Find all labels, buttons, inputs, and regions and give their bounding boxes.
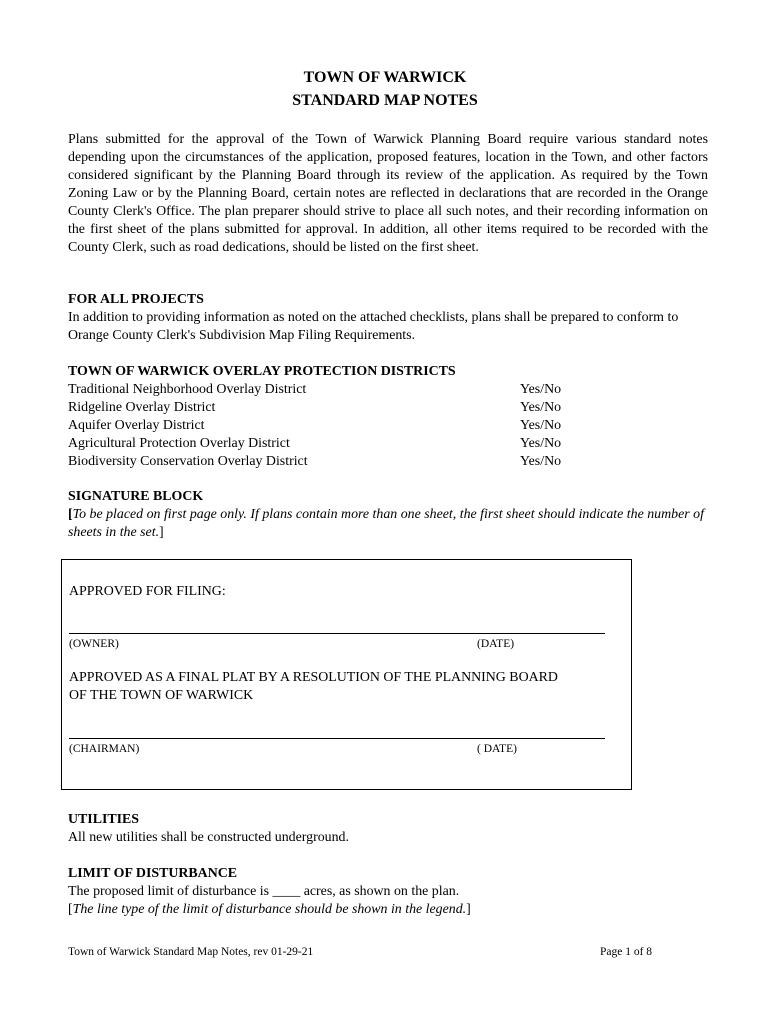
overlay-row [68,417,708,435]
overlay-districts-section [68,363,708,471]
approved-for-filing-label: APPROVED FOR FILING: [69,584,226,599]
final-plat-line2: OF THE TOWN OF WARWICK [69,688,254,703]
lod-text: The proposed limit of disturbance is ____ acres, as shown on the plan. [68,884,460,899]
signature-instruction: [To be placed on first page only. If plans contain more than one sheet, the first sheet should indicate the number of sheets in the set.] [68,507,704,540]
owner-label: (OWNER) [69,638,119,650]
overlay-row [68,381,708,399]
utilities-heading: UTILITIES [68,812,140,827]
document-title-line2: STANDARD MAP NOTES [292,92,478,109]
lod-note: [The line type of the limit of disturbance should be shown in the legend.] [68,902,471,917]
all-projects-section [68,291,708,345]
overlay-district-name: Traditional Neighborhood Overlay District [68,382,307,397]
overlay-row [68,399,708,417]
footer-document-name: Town of Warwick Standard Map Notes, rev 01-29-21 [68,946,314,958]
utilities-section [68,811,708,847]
overlay-yes-no: Yes/No [520,454,562,469]
signature-heading: SIGNATURE BLOCK [68,489,204,504]
chairman-signature-line [69,738,605,739]
limit-of-disturbance-section [68,865,708,919]
overlay-yes-no: Yes/No [520,400,562,415]
utilities-text: All new utilities shall be constructed underground. [68,830,349,845]
footer-page-number: Page 1 of 8 [600,946,653,958]
signature-block-section [68,488,708,542]
overlay-yes-no: Yes/No [520,382,562,397]
overlay-yes-no: Yes/No [520,418,562,433]
overlay-yes-no: Yes/No [520,436,562,451]
overlay-row [68,453,708,471]
final-plat-line1: APPROVED AS A FINAL PLAT BY A RESOLUTION OF THE PLANNING BOARD [69,670,558,685]
overlay-district-name: Biodiversity Conservation Overlay District [68,454,308,469]
all-projects-text: In addition to providing information as noted on the attached checklists, plans shall be prepared to conform to Orange County Clerk's Subdivision Map Filing Requirements. [68,310,679,343]
overlay-district-name: Agricultural Protection Overlay District [68,436,290,451]
overlay-district-name: Aquifer Overlay District [68,418,205,433]
owner-signature-line [69,633,605,634]
overlay-heading: TOWN OF WARWICK OVERLAY PROTECTION DISTRICTS [68,364,456,379]
overlay-district-name: Ridgeline Overlay District [68,400,216,415]
intro-paragraph: Plans submitted for the approval of the Town of Warwick Planning Board require various standard notes depending upon the circumstances of the application, proposed features, location in the Town, and other factors considered significant by the Planning Board through its review of the application. As required by the Town Zoning Law or by the Planning Board, certain notes are reflected in declarations that are recorded in the Orange County Clerk's Office. The plan preparer should strive to place all such notes, and their recording information on the first sheet of the plans submitted for approval. In addition, all other items required to be recorded with the County Clerk, such as road dedications, should be listed on the first sheet. [68,132,708,255]
overlay-row [68,435,708,453]
signature-box [61,559,632,790]
document-title-line1: TOWN OF WARWICK [303,69,467,86]
chairman-date-label: ( DATE) [477,743,517,755]
lod-heading: LIMIT OF DISTURBANCE [68,866,238,881]
all-projects-heading: FOR ALL PROJECTS [68,292,204,307]
owner-date-label: (DATE) [477,638,515,650]
chairman-label: (CHAIRMAN) [69,743,140,755]
